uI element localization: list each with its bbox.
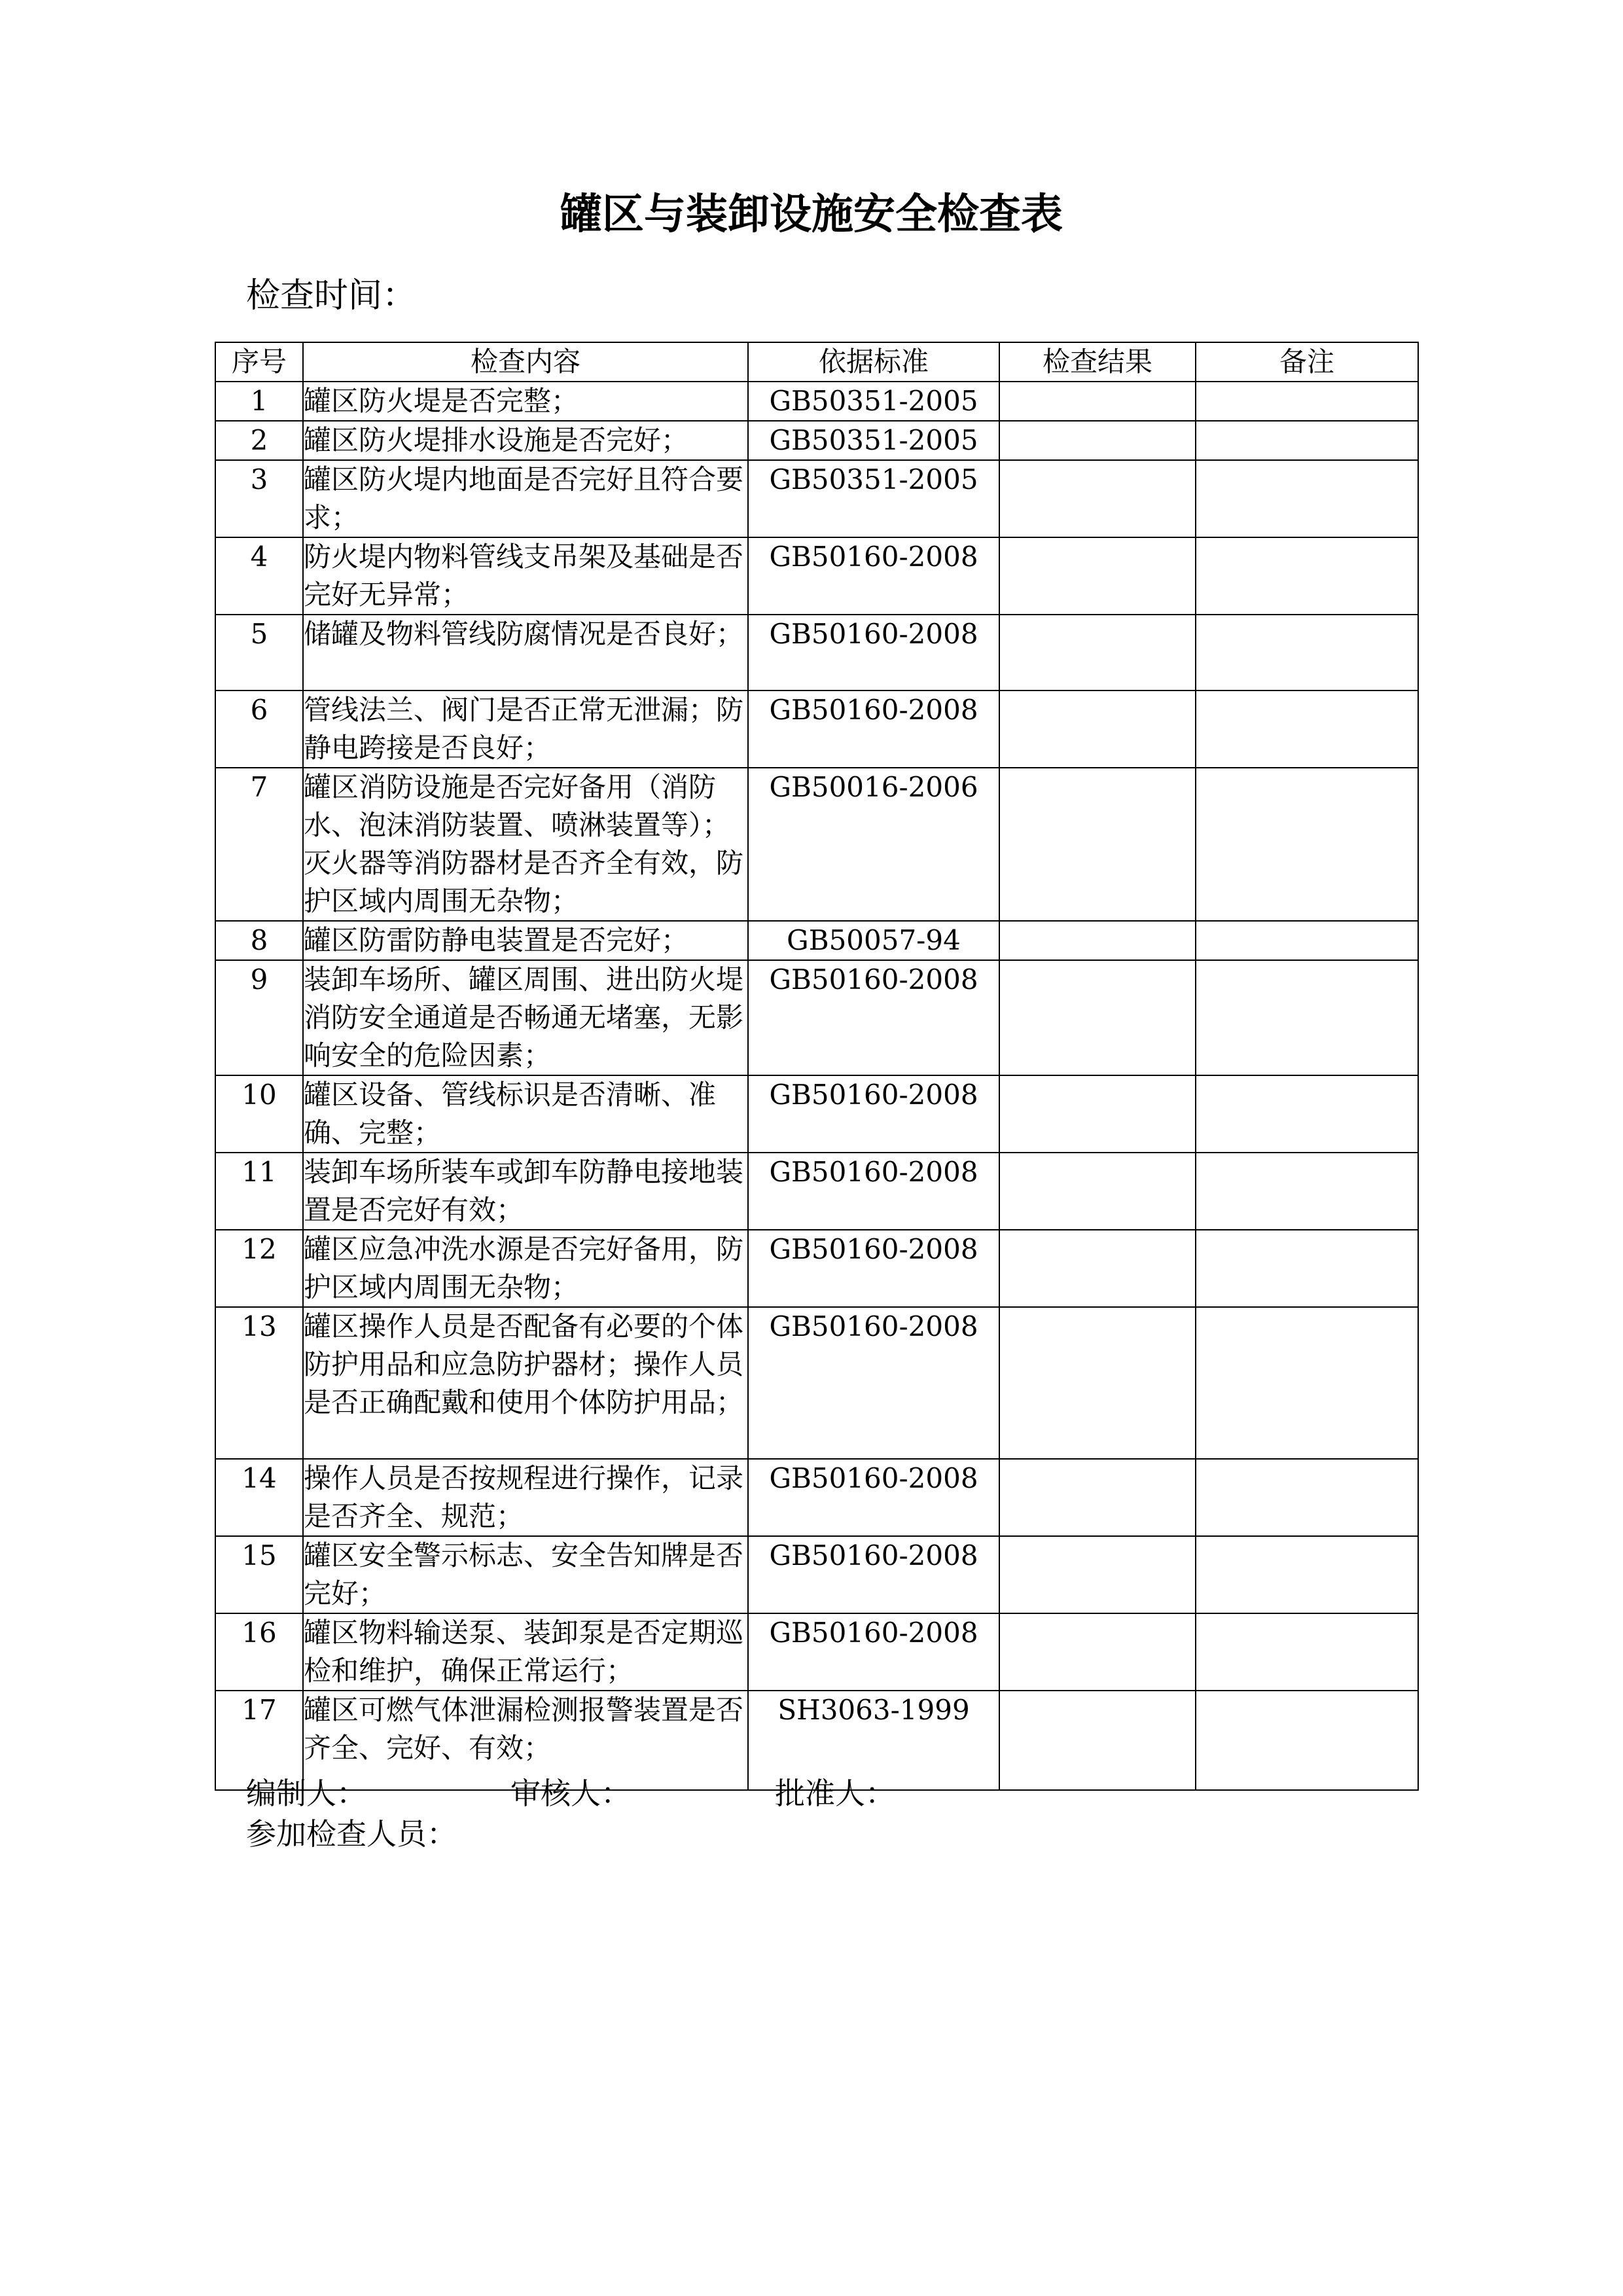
row-check-content: 罐区操作人员是否配备有必要的个体防护用品和应急防护器材；操作人员是否正确配戴和使用个体防护用品； [303,1307,748,1459]
row-number: 12 [215,1230,303,1307]
table-row [215,537,1418,615]
row-remark-cell[interactable] [1196,421,1418,460]
table-row [215,768,1418,921]
row-standard: GB50351-2005 [748,382,999,421]
document-title: 罐区与装卸设施安全检查表 [560,190,1063,239]
row-check-content: 操作人员是否按规程进行操作，记录是否齐全、规范； [303,1459,748,1536]
row-number: 14 [215,1459,303,1536]
compiler-label: 编制人： [246,1776,366,1811]
row-number: 13 [215,1307,303,1459]
row-result-cell[interactable] [999,460,1196,537]
row-result-cell[interactable] [999,768,1196,921]
table-row [215,615,1418,691]
table-row [215,960,1418,1075]
row-remark-cell[interactable] [1196,768,1418,921]
row-remark-cell[interactable] [1196,1307,1418,1459]
table-row [215,382,1418,421]
row-standard: GB50160-2008 [748,1613,999,1691]
row-standard: GB50160-2008 [748,691,999,768]
row-remark-cell[interactable] [1196,382,1418,421]
row-remark-cell[interactable] [1196,615,1418,691]
row-result-cell[interactable] [999,1307,1196,1459]
row-remark-cell[interactable] [1196,1536,1418,1613]
table-row [215,1536,1418,1613]
table-row [215,1230,1418,1307]
row-check-content: 罐区安全警示标志、安全告知牌是否完好； [303,1536,748,1613]
reviewer-label: 审核人： [510,1776,631,1811]
row-standard: GB50160-2008 [748,1307,999,1459]
row-number: 4 [215,537,303,615]
row-standard: GB50016-2006 [748,768,999,921]
row-number: 15 [215,1536,303,1613]
row-standard: GB50160-2008 [748,1536,999,1613]
column-header-content: 检查内容 [303,342,748,382]
row-check-content: 装卸车场所装车或卸车防静电接地装置是否完好有效； [303,1153,748,1230]
row-number: 7 [215,768,303,921]
table-row [215,460,1418,537]
row-result-cell[interactable] [999,421,1196,460]
row-check-content: 罐区物料输送泵、装卸泵是否定期巡检和维护，确保正常运行； [303,1613,748,1691]
table-header-row [215,342,1418,382]
column-header-remark: 备注 [1196,342,1418,382]
table-row [215,1459,1418,1536]
row-standard: GB50160-2008 [748,1153,999,1230]
row-result-cell[interactable] [999,1230,1196,1307]
row-remark-cell[interactable] [1196,1613,1418,1691]
row-number: 17 [215,1691,303,1790]
row-standard: GB50160-2008 [748,615,999,691]
table-row [215,691,1418,768]
row-number: 3 [215,460,303,537]
row-result-cell[interactable] [999,537,1196,615]
row-remark-cell[interactable] [1196,1230,1418,1307]
row-result-cell[interactable] [999,960,1196,1075]
row-number: 1 [215,382,303,421]
column-header-result: 检查结果 [999,342,1196,382]
row-standard: GB50160-2008 [748,1230,999,1307]
table-row [215,1153,1418,1230]
row-result-cell[interactable] [999,1075,1196,1153]
row-check-content: 储罐及物料管线防腐情况是否良好； [303,615,748,691]
row-result-cell[interactable] [999,615,1196,691]
row-standard: GB50351-2005 [748,460,999,537]
row-check-content: 罐区消防设施是否完好备用（消防水、泡沫消防装置、喷淋装置等）；灭火器等消防器材是否齐全有效，防护区域内周围无杂物； [303,768,748,921]
table-row [215,921,1418,960]
row-result-cell[interactable] [999,921,1196,960]
table-row [215,1613,1418,1691]
row-standard: GB50160-2008 [748,537,999,615]
inspection-table [215,342,1419,1791]
row-remark-cell[interactable] [1196,537,1418,615]
row-check-content: 防火堤内物料管线支吊架及基础是否完好无异常； [303,537,748,615]
row-standard: GB50160-2008 [748,960,999,1075]
table-row [215,421,1418,460]
row-number: 10 [215,1075,303,1153]
row-check-content: 管线法兰、阀门是否正常无泄漏；防静电跨接是否良好； [303,691,748,768]
row-number: 8 [215,921,303,960]
row-number: 16 [215,1613,303,1691]
row-check-content: 罐区设备、管线标识是否清晰、准确、完整； [303,1075,748,1153]
row-standard: GB50057-94 [748,921,999,960]
row-number: 6 [215,691,303,768]
row-check-content: 罐区应急冲洗水源是否完好备用，防护区域内周围无杂物； [303,1230,748,1307]
column-header-standard: 依据标准 [748,342,999,382]
row-standard: GB50351-2005 [748,421,999,460]
row-remark-cell[interactable] [1196,921,1418,960]
row-number: 9 [215,960,303,1075]
approver-label: 批准人： [775,1776,895,1811]
row-result-cell[interactable] [999,691,1196,768]
row-check-content: 罐区防火堤排水设施是否完好； [303,421,748,460]
row-check-content: 罐区可燃气体泄漏检测报警装置是否齐全、完好、有效； [303,1691,748,1790]
signature-line [246,1774,1418,1813]
row-result-cell[interactable] [999,1153,1196,1230]
row-check-content: 罐区防雷防静电装置是否完好； [303,921,748,960]
row-remark-cell[interactable] [1196,960,1418,1075]
row-standard: GB50160-2008 [748,1075,999,1153]
column-header-no: 序号 [215,342,303,382]
check-time-label: 检查时间： [246,276,417,315]
row-number: 11 [215,1153,303,1230]
table-row [215,1307,1418,1459]
row-remark-cell[interactable] [1196,1075,1418,1153]
row-number: 5 [215,615,303,691]
row-remark-cell[interactable] [1196,1153,1418,1230]
row-standard: GB50160-2008 [748,1459,999,1536]
row-result-cell[interactable] [999,1459,1196,1536]
row-check-content: 罐区防火堤内地面是否完好且符合要求； [303,460,748,537]
row-result-cell[interactable] [999,1536,1196,1613]
participants-label: 参加检查人员： [246,1816,457,1852]
table-row [215,1075,1418,1153]
row-result-cell[interactable] [999,382,1196,421]
row-standard: SH3063-1999 [748,1691,999,1790]
row-remark-cell[interactable] [1196,691,1418,768]
row-check-content: 装卸车场所、罐区周围、进出防火堤消防安全通道是否畅通无堵塞，无影响安全的危险因素； [303,960,748,1075]
row-check-content: 罐区防火堤是否完整； [303,382,748,421]
row-result-cell[interactable] [999,1613,1196,1691]
row-remark-cell[interactable] [1196,1459,1418,1536]
row-number: 2 [215,421,303,460]
row-remark-cell[interactable] [1196,460,1418,537]
